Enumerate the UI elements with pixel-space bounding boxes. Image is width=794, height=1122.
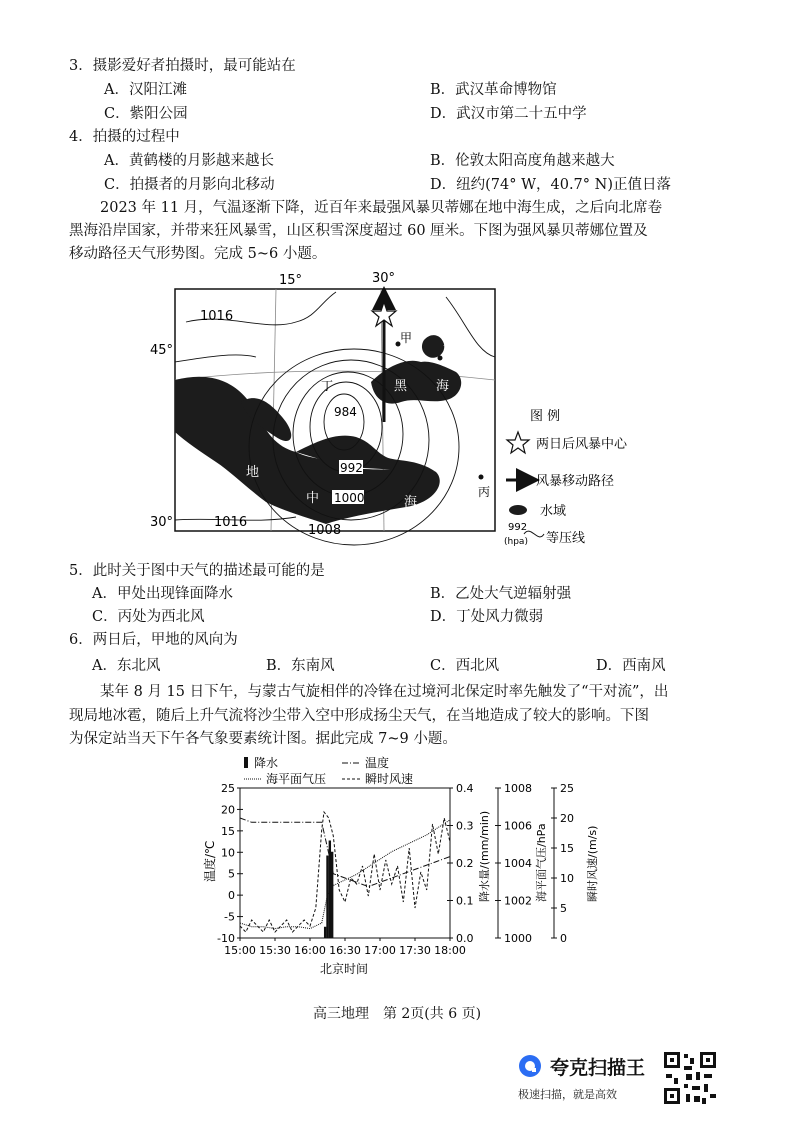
q4-option-a: A．黄鹤楼的月影越来越长 bbox=[104, 153, 274, 169]
legend-isobar-unit: (hpa) bbox=[504, 537, 528, 547]
place-label-ding: 丁 bbox=[321, 379, 334, 393]
legend-water-label: 水域 bbox=[540, 504, 567, 519]
pressure-axis-tick-label: 1008 bbox=[504, 782, 532, 795]
q5-option-b: B．乙处大气逆辐射强 bbox=[430, 586, 572, 602]
legend-precip-icon bbox=[244, 757, 248, 768]
q3-option-d: D．武汉市第二十五中学 bbox=[430, 106, 587, 122]
x-axis-tick-label: 15:00 bbox=[224, 944, 256, 957]
legend-pressure-label: 海平面气压 bbox=[266, 772, 327, 786]
temp-axis-label: 温度/℃ bbox=[203, 840, 217, 882]
intro-56-line1: 2023 年 11 月，气温逐渐下降，近百年来最强风暴贝蒂娜在地中海生成，之后向北席卷 bbox=[100, 200, 663, 216]
temp-axis-tick-label: 5 bbox=[228, 867, 235, 881]
q6-option-b: B．东南风 bbox=[266, 658, 335, 674]
pressure-axis-tick-label: 1000 bbox=[504, 932, 532, 945]
wind-axis-label: 瞬时风速/(m/s) bbox=[586, 825, 599, 902]
x-axis-tick-label: 17:00 bbox=[364, 944, 396, 957]
q4-stem: 4．拍摄的过程中 bbox=[69, 129, 180, 145]
temp-axis-tick-label: -5 bbox=[224, 910, 235, 924]
place-label-jia: 甲 bbox=[400, 331, 413, 345]
temp-axis-tick-label: 10 bbox=[221, 846, 235, 860]
pressure-axis-tick-label: 1004 bbox=[504, 857, 532, 870]
temperature-line bbox=[240, 818, 450, 887]
x-axis-label: 北京时间 bbox=[320, 962, 369, 976]
storm-weather-map bbox=[146, 262, 628, 552]
temp-axis-tick-label: -10 bbox=[217, 932, 235, 945]
pressure-line bbox=[240, 820, 450, 929]
isobar-label-1000: 1000 bbox=[334, 491, 365, 505]
sea-label-med-3: 海 bbox=[404, 495, 418, 510]
legend-precip-label: 降水 bbox=[254, 756, 279, 770]
temp-axis-tick-label: 20 bbox=[221, 803, 235, 817]
wind-axis-tick-label: 20 bbox=[560, 812, 574, 825]
legend-arrow-label: 风暴移动路径 bbox=[536, 474, 615, 489]
wind-axis-tick-label: 25 bbox=[560, 782, 574, 795]
place-label-yi: 乙 bbox=[442, 343, 455, 357]
precip-bar bbox=[331, 852, 333, 938]
legend-water-icon bbox=[509, 505, 527, 515]
q4-option-b: B．伦敦太阳高度角越来越大 bbox=[430, 153, 615, 169]
q6-option-c: C．西北风 bbox=[430, 658, 500, 674]
temp-axis-tick-label: 15 bbox=[221, 824, 235, 838]
legend-isobar-value: 992 bbox=[508, 522, 528, 533]
x-axis-tick-label: 18:00 bbox=[434, 944, 466, 957]
q4-option-d: D．纽约(74° W，40.7° N)正值日落 bbox=[430, 177, 671, 193]
isobar-label-1008: 1008 bbox=[308, 523, 342, 538]
x-axis-tick-label: 15:30 bbox=[259, 944, 291, 957]
isobar-label-1016-north: 1016 bbox=[200, 309, 234, 324]
intro-79-line2: 现局地冰雹，随后上升气流将沙尘带入空中形成扬尘天气，在当地造成了较大的影响。下图 bbox=[69, 708, 649, 724]
pressure-axis-tick-label: 1002 bbox=[504, 894, 532, 908]
precip-bar bbox=[324, 927, 326, 938]
precip-axis-tick-label: 0.4 bbox=[456, 782, 474, 795]
scanner-logo-icon bbox=[518, 1054, 542, 1078]
sea-label-black-1: 黑 bbox=[394, 379, 408, 394]
intro-56-line2: 黑海沿岸国家，并带来狂风暴雪，山区积雪深度超过 60 厘米。下图为强风暴贝蒂娜位置及 bbox=[69, 223, 648, 239]
lon-label-30: 30° bbox=[372, 271, 396, 286]
isobar-label-1016-south: 1016 bbox=[214, 515, 248, 530]
temp-axis-tick-label: 0 bbox=[228, 889, 235, 903]
x-axis-tick-label: 17:30 bbox=[399, 944, 431, 957]
precip-axis-tick-label: 0.3 bbox=[456, 819, 474, 833]
q5-option-d: D．丁处风力微弱 bbox=[430, 609, 544, 625]
precip-axis-tick-label: 0.1 bbox=[456, 894, 474, 908]
q4-option-c: C．拍摄者的月影向北移动 bbox=[104, 177, 275, 193]
q5-stem: 5．此时关于图中天气的描述最可能的是 bbox=[69, 563, 325, 579]
x-axis-tick-label: 16:00 bbox=[294, 944, 326, 957]
wind-axis-tick-label: 5 bbox=[560, 902, 567, 915]
intro-79-line3: 为保定站当天下午各气象要素统计图。据此完成 7~9 小题。 bbox=[69, 731, 457, 747]
wind-axis-tick-label: 0 bbox=[560, 932, 567, 945]
place-label-bing: 丙 bbox=[478, 485, 491, 499]
q5-option-c: C．丙处为西北风 bbox=[92, 609, 205, 625]
sea-label-black-2: 海 bbox=[436, 379, 450, 394]
precip-axis-tick-label: 0.2 bbox=[456, 857, 474, 870]
wind-axis-tick-label: 15 bbox=[560, 842, 574, 855]
precip-axis-label: 降水量/(mm/min) bbox=[478, 810, 491, 902]
qr-code bbox=[662, 1050, 718, 1106]
q6-option-a: A．东北风 bbox=[92, 658, 161, 674]
q3-stem: 3．摄影爱好者拍摄时，最可能站在 bbox=[69, 58, 296, 74]
wind-line bbox=[240, 812, 450, 932]
q6-stem: 6．两日后，甲地的风向为 bbox=[69, 632, 238, 648]
isobar-label-992: 992 bbox=[340, 461, 363, 475]
legend-star-label: 两日后风暴中心 bbox=[536, 437, 628, 452]
x-axis-tick-label: 16:30 bbox=[329, 944, 361, 957]
q3-option-b: B．武汉革命博物馆 bbox=[430, 82, 557, 98]
legend-title: 图 例 bbox=[530, 409, 561, 424]
lat-label-30: 30° bbox=[150, 515, 174, 530]
lon-label-15: 15° bbox=[279, 273, 303, 288]
q3-option-c: C．紫阳公园 bbox=[104, 106, 188, 122]
isobar-label-984: 984 bbox=[334, 405, 357, 419]
pressure-axis-label: 海平面气压/hPa bbox=[535, 823, 548, 902]
intro-56-line3: 移动路径天气形势图。完成 5~6 小题。 bbox=[69, 246, 327, 262]
q3-option-a: A．汉阳江滩 bbox=[104, 82, 187, 98]
wind-axis-tick-label: 10 bbox=[560, 872, 574, 885]
q5-option-a: A．甲处出现锋面降水 bbox=[92, 586, 233, 602]
legend-wind-label: 瞬时风速 bbox=[365, 772, 414, 786]
pressure-axis-tick-label: 1006 bbox=[504, 819, 532, 833]
scanner-brand-name: 夸克扫描王 bbox=[550, 1057, 646, 1079]
precip-axis-tick-label: 0.0 bbox=[456, 932, 474, 945]
precip-bar bbox=[326, 856, 328, 939]
lat-label-45: 45° bbox=[150, 343, 174, 358]
legend-isobar-label: 等压线 bbox=[546, 531, 586, 546]
precip-bar bbox=[329, 841, 331, 939]
sea-label-med-1: 地 bbox=[246, 465, 260, 480]
q6-option-d: D．西南风 bbox=[596, 658, 666, 674]
scanner-brand-slogan: 极速扫描，就是高效 bbox=[518, 1088, 617, 1101]
page-footer: 高三地理 第 2页(共 6 页) bbox=[312, 1006, 482, 1022]
legend-star-icon bbox=[507, 432, 529, 453]
legend-temp-label: 温度 bbox=[365, 756, 390, 770]
sea-label-med-2: 中 bbox=[306, 491, 320, 506]
weather-elements-chart bbox=[200, 752, 620, 977]
intro-79-line1: 某年 8 月 15 日下午，与蒙古气旋相伴的冷锋在过境河北保定时率先触发了“干对流”，出 bbox=[100, 684, 669, 700]
temp-axis-tick-label: 25 bbox=[221, 782, 235, 795]
